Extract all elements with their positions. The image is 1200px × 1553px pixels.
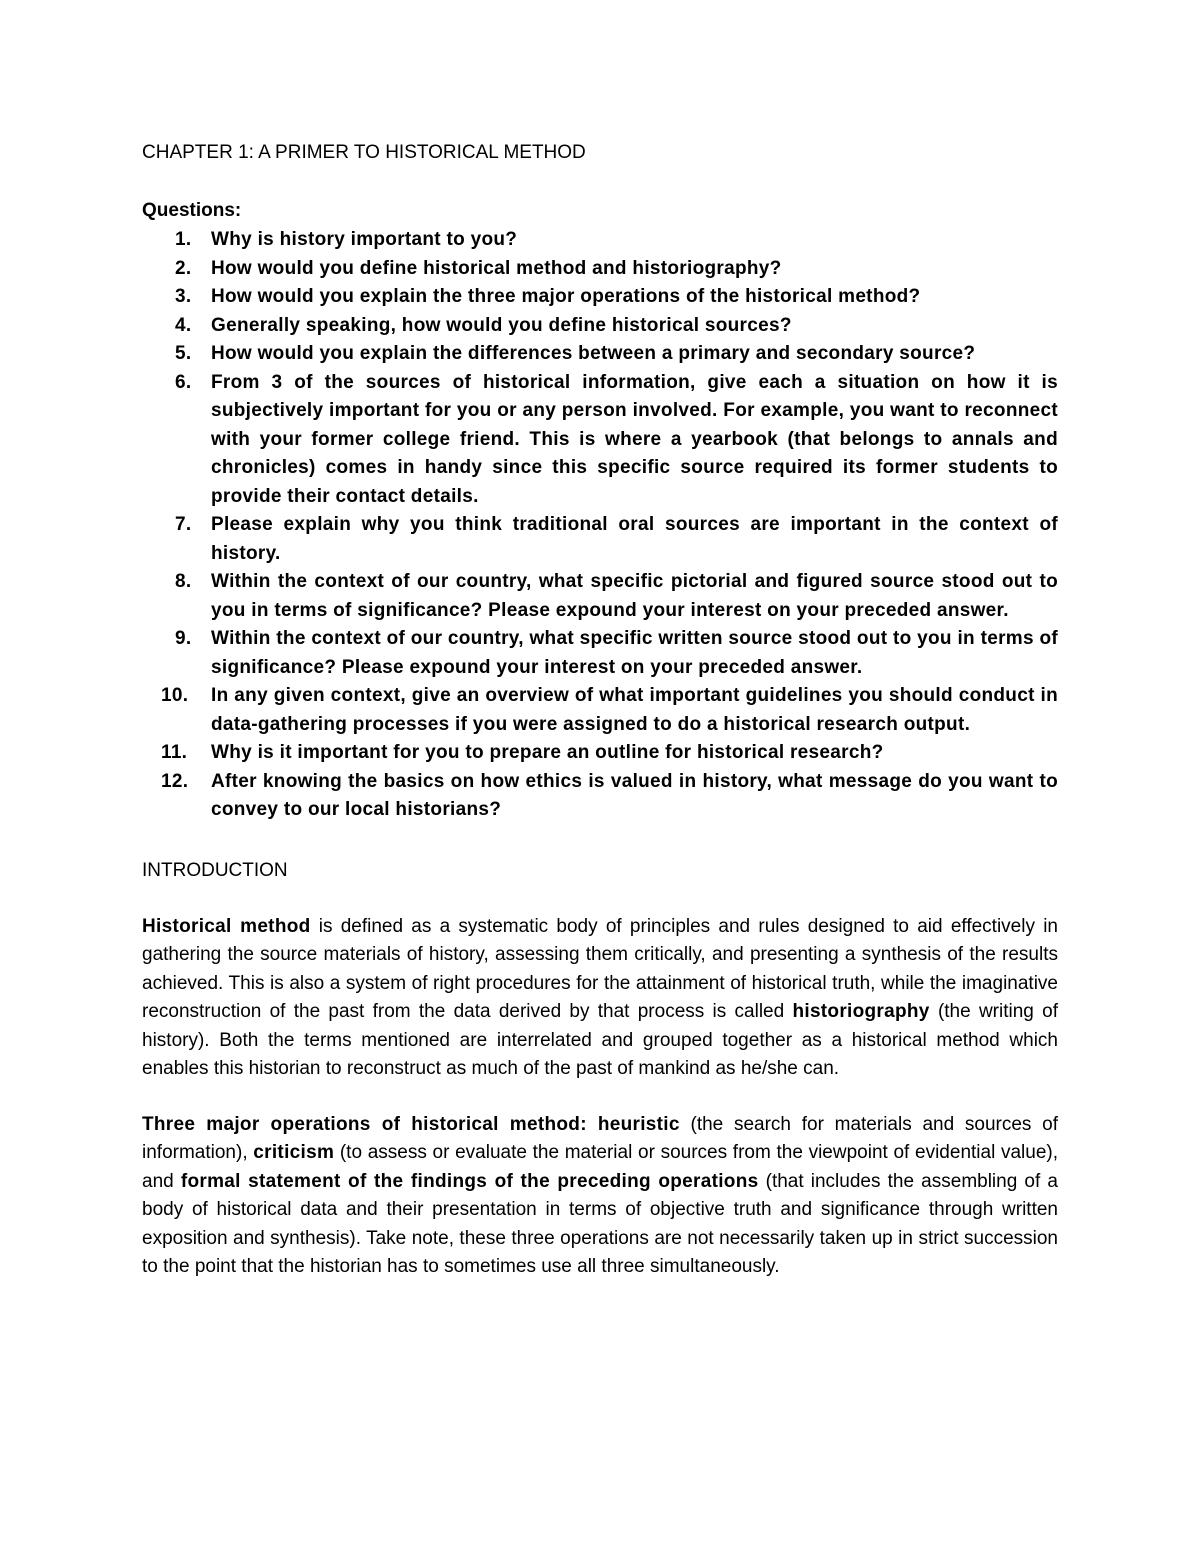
paragraph-text: is defined as a systematic body of principles and rules designed to aid effectively in gathering the source materials of history, assessing them critically, and presenting a synthesis of the results achieved. This is also a system of right procedures for the attainment of historical truth, while the imaginative reconstruction of the past from the data derived by that process is called: [142, 915, 1058, 1022]
question-text: Generally speaking, how would you define historical sources?: [211, 314, 792, 336]
term-formal-statement: formal statement of the findings of the preceding operations: [180, 1170, 759, 1192]
question-item: [142, 625, 1058, 682]
question-item: [142, 340, 1058, 369]
question-item: [142, 511, 1058, 568]
chapter-title: CHAPTER 1: A PRIMER TO HISTORICAL METHOD: [142, 142, 586, 163]
question-item: [142, 255, 1058, 284]
question-text: How would you explain the three major operations of the historical method?: [211, 286, 921, 307]
question-number: 11.: [161, 742, 188, 763]
paragraph-text: (the writing of history). Both the terms mentioned are interrelated and grouped together as a historical method which enables this historian to reconstruct as much of the past of mankind as he/she can.: [142, 1001, 1058, 1079]
major-operations-paragraph: [142, 1111, 1058, 1282]
question-text: After knowing the basics on how ethics is valued in history, what message do you want to convey to our local historians?: [211, 770, 1058, 820]
introduction-heading: INTRODUCTION: [142, 859, 288, 881]
paragraph-text: (that includes the assembling of a body of historical data and their presentation in terms of objective truth and significance through written exposition and synthesis). Take note, these three operations are not necessarily taken up in strict succession to the point that the historian has to sometimes use all three simultaneously.: [142, 1170, 1058, 1277]
question-text: In any given context, give an overview of what important guidelines you should conduct in data-gathering processes if you were assigned to do a historical research output.: [211, 685, 1058, 735]
term-historical-method: Historical method: [142, 915, 311, 937]
question-item: [142, 568, 1058, 625]
questions-list: [142, 226, 1058, 825]
historical-method-paragraph: [142, 913, 1058, 1084]
question-text: Within the context of our country, what specific pictorial and figured source stood out to you in terms of significance? Please expound your interest on your preceded answer.: [211, 571, 1058, 621]
term-heuristic: Three major operations of historical method: heuristic: [142, 1113, 680, 1135]
question-number: 8.: [175, 571, 192, 592]
question-text: Within the context of our country, what specific written source stood out to you in terms of significance? Please expound your interest on your preceded answer.: [211, 628, 1058, 678]
document-page: [142, 138, 1058, 1282]
question-item: [142, 283, 1058, 312]
question-number: 5.: [175, 343, 192, 364]
question-item: [142, 739, 1058, 768]
question-number: 10.: [161, 685, 189, 706]
term-historiography: historiography: [792, 1001, 930, 1022]
question-text: Why is it important for you to prepare an outline for historical research?: [211, 742, 884, 763]
question-number: 6.: [175, 371, 192, 393]
question-number: 9.: [175, 628, 192, 649]
question-text: Why is history important to you?: [211, 229, 518, 250]
question-number: 3.: [175, 286, 192, 307]
question-item: [142, 226, 1058, 255]
question-number: 12.: [161, 770, 189, 792]
question-item: [142, 768, 1058, 825]
questions-label: Questions:: [142, 200, 242, 221]
question-text: From 3 of the sources of historical information, give each a situation on how it is subjectively important for you or any person involved. For example, you want to reconnect with your former college friend. This is where a yearbook (that belongs to annals and chronicles) comes in handy since this specific source required its former students to provide their contact details.: [211, 371, 1058, 507]
question-item: [142, 369, 1058, 512]
question-text: Please explain why you think traditional oral sources are important in the context of history.: [211, 514, 1058, 564]
question-number: 4.: [175, 314, 192, 336]
question-text: How would you define historical method and historiography?: [211, 257, 782, 279]
question-number: 1.: [175, 229, 192, 250]
question-item: [142, 682, 1058, 739]
question-item: [142, 312, 1058, 341]
paragraph-text: (the search for materials and sources of information),: [142, 1113, 1058, 1163]
question-number: 7.: [175, 514, 192, 535]
paragraph-text: (to assess or evaluate the material or sources from the viewpoint of evidential value), and: [142, 1142, 1059, 1192]
term-criticism: criticism: [253, 1142, 335, 1163]
question-text: How would you explain the differences between a primary and secondary source?: [211, 343, 976, 364]
question-number: 2.: [175, 257, 192, 279]
